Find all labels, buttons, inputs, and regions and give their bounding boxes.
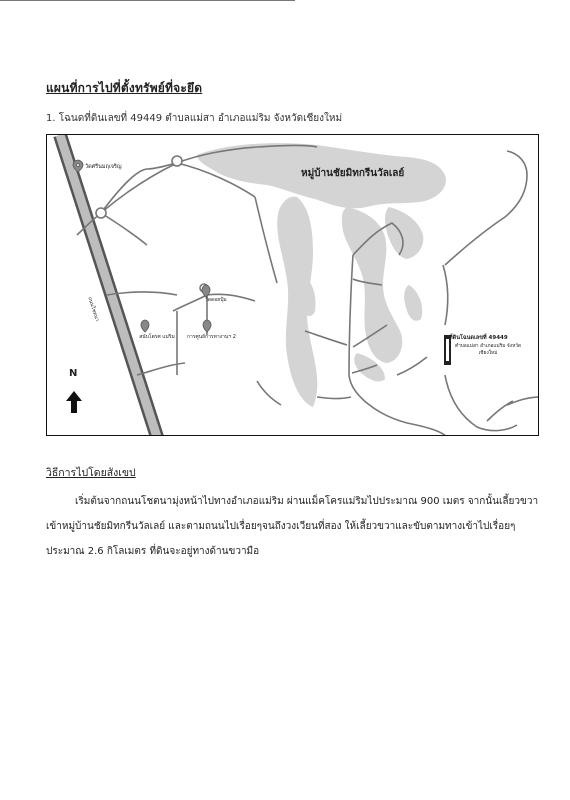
location-map	[46, 134, 539, 436]
land-label-title: ที่ดินโฉนดเลขที่ 49449	[449, 335, 508, 341]
directions-line-1: เริ่มต้นจากถนนโชตนามุ่งหน้าไปทางอำเภอแม่ริม ผ่านแม็คโครแม่ริมไปประมาณ 900 เมตร จากนั้นเลี้ยวขวา	[75, 496, 539, 507]
top-divider-line	[0, 0, 295, 1]
directions-line-3: ประมาณ 2.6 กิโลเมตร ที่ดินจะอยู่ทางด้านขวามือ	[46, 546, 260, 557]
village-area	[197, 143, 446, 407]
north-arrow-icon	[66, 391, 82, 413]
directions-line-2: เข้าหมู่บ้านชัยมิทกรีนวัลเลย์ และตามถนนไปเรื่อยๆจนถึงวงเวียนที่สอง ให้เลี้ยวขวาและขับตามทางเข้าไปเรื่อยๆ	[46, 521, 516, 532]
temple-label-2: วัดดอยปุ้ม	[205, 297, 227, 303]
temple-label-1: วัดศรีนมฤเจริญ	[85, 164, 122, 170]
hospital-label: สนับโตรศ แม่ริม	[139, 334, 175, 340]
land-label-detail: ตำบลแม่สา อำเภอแม่ริม จังหวัดเชียงใหม่	[454, 344, 522, 356]
deed-subtitle: 1. โฉนดที่ดินเลขที่ 49449 ตำบลแม่สา อำเภอแม่ริม จังหวัดเชียงใหม่	[46, 113, 343, 124]
directions-title: วิธีการไปโดยสังเขป	[46, 467, 136, 479]
map-drawing	[47, 135, 539, 436]
page-heading: แผนที่การไปที่ตั้งทรัพย์ที่จะยึด	[46, 81, 203, 95]
highway-road	[60, 135, 157, 436]
school-label: การศูนย์การทางานฯ 2	[187, 334, 236, 340]
village-label: หมู่บ้านชัยมิทกรีนวัลเลย์	[301, 168, 405, 179]
highway-label: ถนนโชตนา	[86, 296, 100, 323]
north-label: N	[69, 368, 78, 379]
